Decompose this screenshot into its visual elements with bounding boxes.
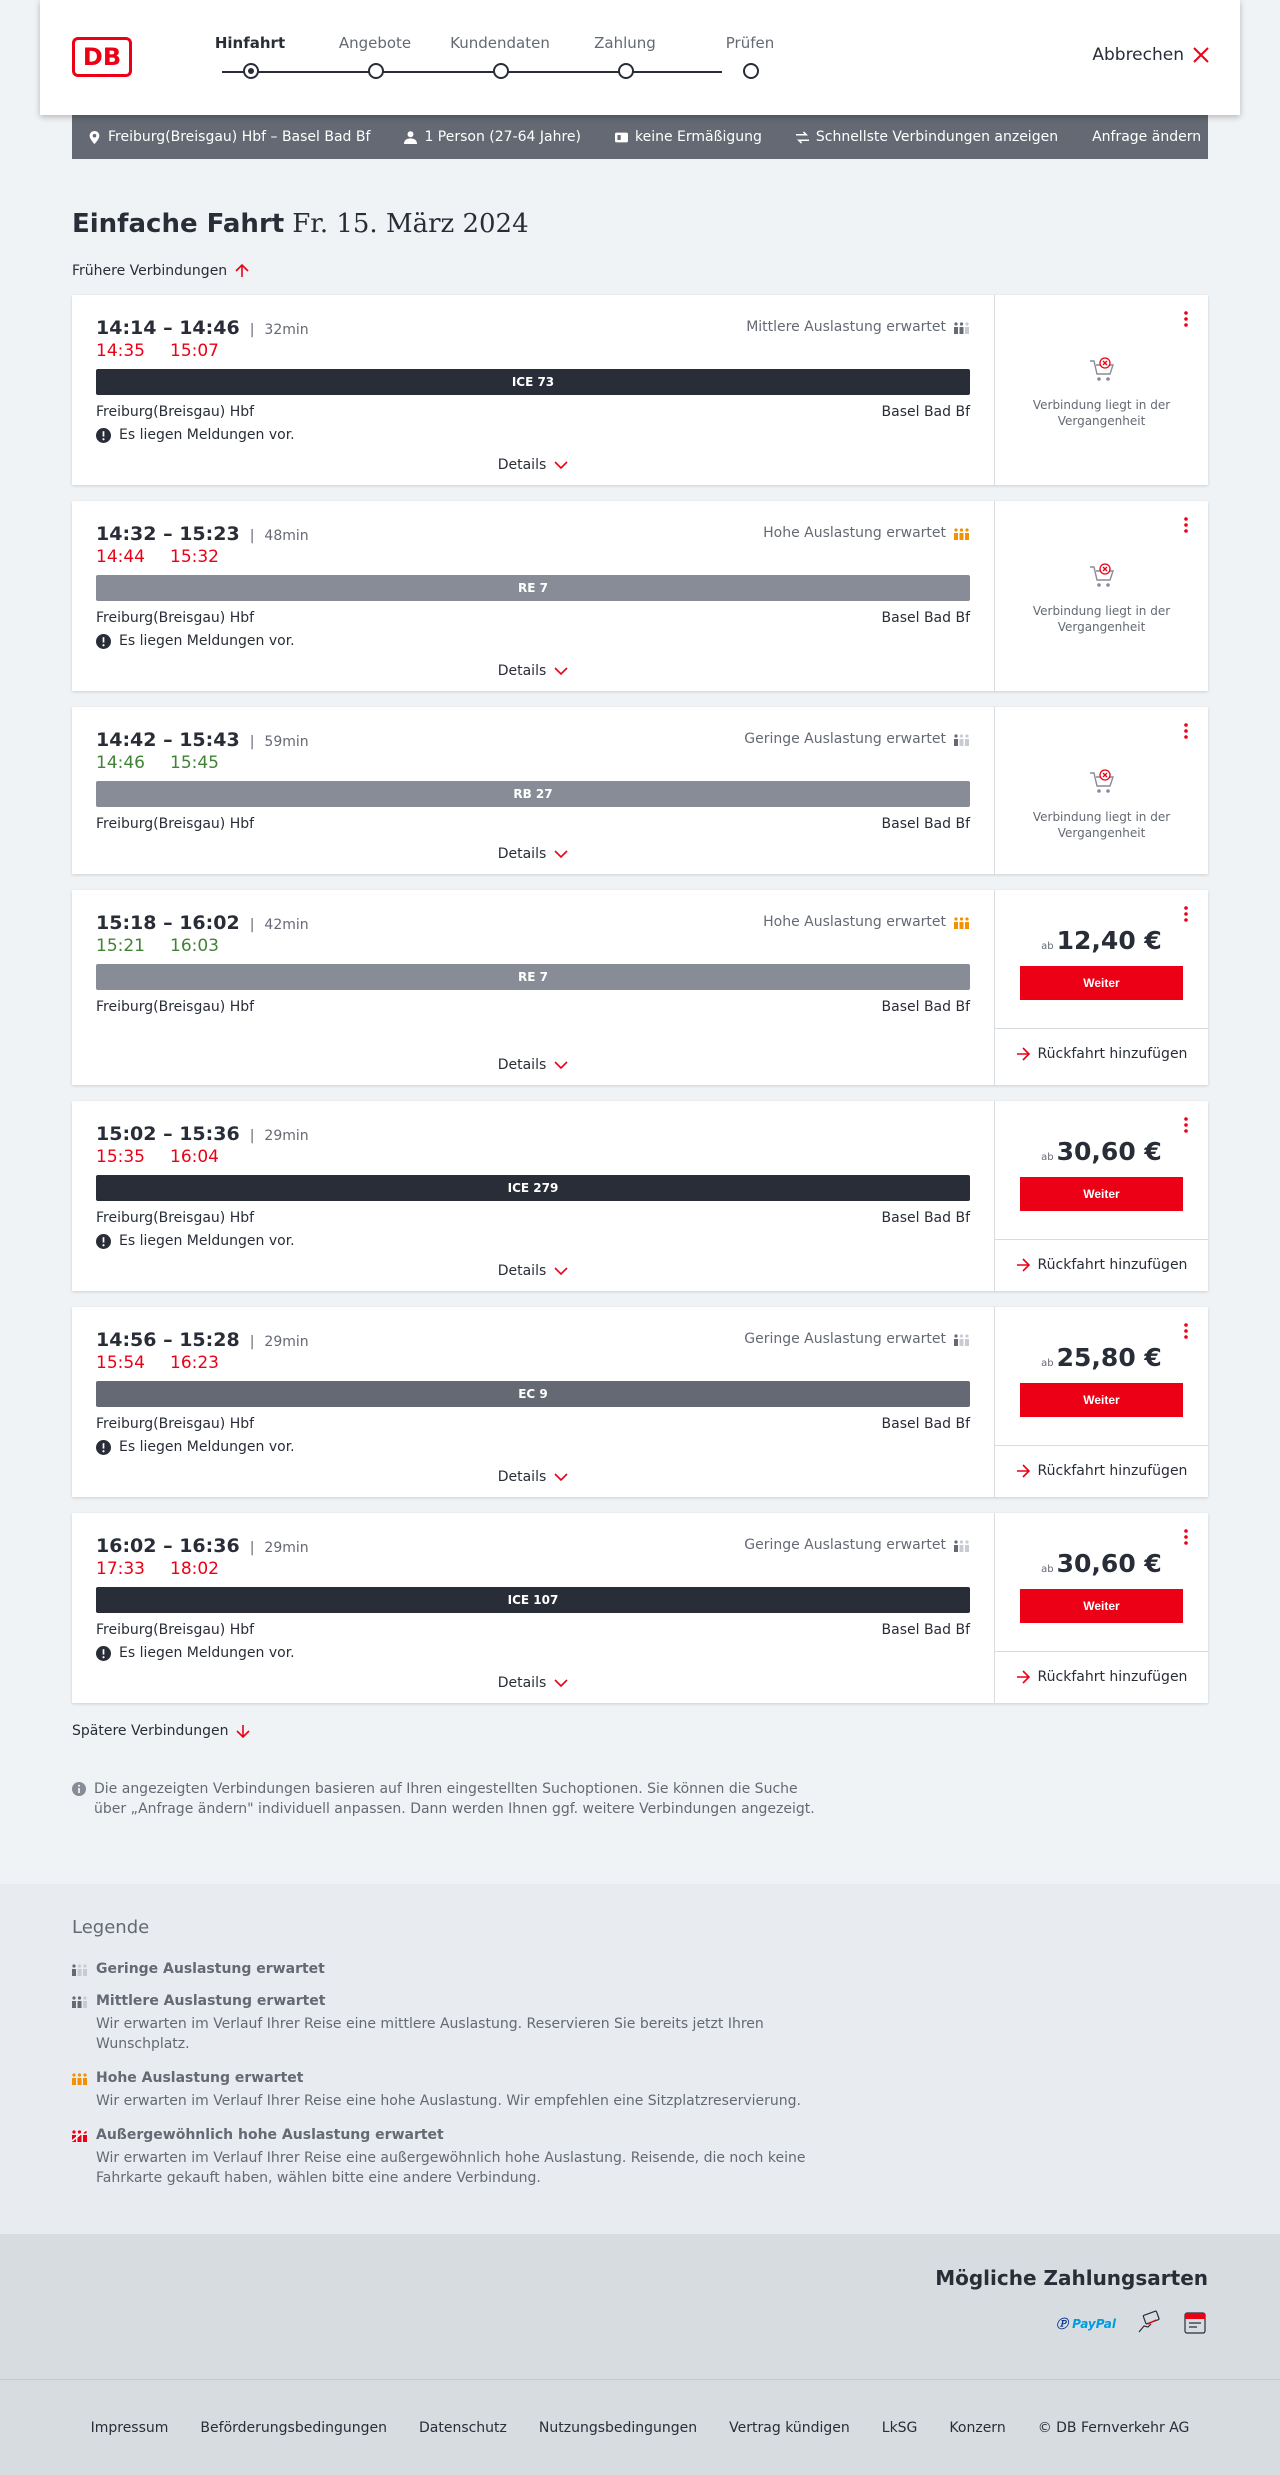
- chevron-down-icon: [554, 460, 568, 470]
- stations: Freiburg(Breisgau) Hbf Basel Bad Bf: [96, 404, 970, 420]
- stations: Freiburg(Breisgau) Hbf Basel Bad Bf: [96, 1622, 970, 1638]
- details-toggle[interactable]: Details: [96, 663, 970, 679]
- details-toggle[interactable]: Details: [96, 1263, 970, 1279]
- train-line-bar: EC 9: [96, 1381, 970, 1407]
- occupancy-high-icon: [72, 2071, 88, 2085]
- chevron-down-icon: [554, 1060, 568, 1070]
- footer-link-impressum[interactable]: Impressum: [90, 2419, 169, 2436]
- connection-card: [72, 1101, 1208, 1291]
- planned-times: 14:42 – 15:43: [96, 729, 240, 751]
- occupancy-low-icon: [954, 1538, 970, 1552]
- occupancy-low-icon: [954, 1332, 970, 1346]
- location-pin-icon: [88, 131, 101, 144]
- search-summary-bar: [72, 115, 1208, 159]
- swap-arrows-icon: [796, 131, 809, 144]
- occupancy-indicator: Mittlere Auslastung erwartet: [746, 319, 970, 335]
- arrow-right-icon: [1016, 1670, 1030, 1684]
- connection-card: [72, 1307, 1208, 1497]
- connection-info: 14:56 – 15:28 | 29min Geringe Auslastung erwartet 15:54 16:23 EC 9 Freiburg(Breisgau) Hbf Basel Bad Bf Es liegen Meldungen vor. Details: [96, 1329, 970, 1485]
- occupancy-mid-icon: [954, 320, 970, 334]
- duration: 59min: [264, 734, 309, 750]
- stations: Freiburg(Breisgau) Hbf Basel Bad Bf: [96, 1416, 970, 1432]
- occupancy-high-icon: [954, 526, 970, 540]
- step-dot: [618, 63, 634, 79]
- offer-panel: [994, 1101, 1208, 1291]
- notice-message: Es liegen Meldungen vor.: [96, 1645, 970, 1661]
- realtime-times: 15:21 16:03: [96, 936, 219, 956]
- realtime-times: 14:44 15:32: [96, 547, 219, 567]
- cart-unavailable-icon: [1087, 561, 1117, 591]
- stations: Freiburg(Breisgau) Hbf Basel Bad Bf: [96, 816, 970, 832]
- continue-button[interactable]: Weiter: [1020, 1383, 1183, 1417]
- search-info-note: Die angezeigten Verbindungen basieren auf Ihren eingestellten Suchoptionen. Sie können die Suche über „Anfrage ändern" individuell anpassen. Dann werden Ihnen ggf. weitere Verbindungen angezeigt.: [72, 1779, 822, 1819]
- footer-link-konzern[interactable]: Konzern: [949, 2419, 1006, 2436]
- details-toggle[interactable]: Details: [96, 1057, 970, 1073]
- stations: Freiburg(Breisgau) Hbf Basel Bad Bf: [96, 999, 970, 1015]
- more-options-icon[interactable]: [1180, 309, 1192, 329]
- price: ab 30,60 €: [1041, 1549, 1162, 1578]
- offer-panel: [994, 1307, 1208, 1497]
- arrow-right-icon: [1016, 1258, 1030, 1272]
- footer-copyright: © DB Fernverkehr AG: [1037, 2419, 1190, 2436]
- chevron-down-icon: [554, 849, 568, 859]
- notice-message: Es liegen Meldungen vor.: [96, 633, 970, 649]
- sepa-debit-icon: [1182, 2310, 1208, 2336]
- step-dot: [368, 63, 384, 79]
- legend-item: Mittlere Auslastung erwartet Wir erwarten im Verlauf Ihrer Reise eine mittlere Auslastung. Reservieren Sie bereits jetzt Ihren Wunschplatz.: [72, 1993, 1208, 2054]
- progress-line: [222, 71, 722, 73]
- earlier-connections-link[interactable]: Frühere Verbindungen: [72, 263, 1208, 279]
- offer-panel: [994, 295, 1208, 485]
- step-dot: [243, 63, 259, 79]
- progress-steps: [182, 34, 775, 84]
- planned-times: 14:56 – 15:28: [96, 1329, 240, 1351]
- step-pruefen[interactable]: Prüfen: [690, 34, 810, 56]
- cart-unavailable-icon: [1087, 355, 1117, 385]
- more-options-icon[interactable]: [1180, 515, 1192, 535]
- alert-icon: [96, 634, 111, 649]
- continue-button[interactable]: Weiter: [1020, 1589, 1183, 1623]
- connection-info: 14:32 – 15:23 | 48min Hohe Auslastung erwartet 14:44 15:32 RE 7 Freiburg(Breisgau) Hbf Basel Bad Bf Es liegen Meldungen vor. Details: [96, 523, 970, 679]
- legend-list: [72, 1961, 1208, 2188]
- planned-times: 15:18 – 16:02: [96, 912, 240, 934]
- duration: 29min: [264, 1540, 309, 1556]
- past-connection-info: Verbindung liegt in der Vergangenheit: [995, 355, 1208, 429]
- legend-section: [0, 1884, 1280, 2234]
- planned-times: 15:02 – 15:36: [96, 1123, 240, 1145]
- info-icon: [72, 1782, 86, 1796]
- duration: 42min: [264, 917, 309, 933]
- connection-card: [72, 1513, 1208, 1703]
- stations: Freiburg(Breisgau) Hbf Basel Bad Bf: [96, 610, 970, 626]
- continue-button[interactable]: Weiter: [1020, 1177, 1183, 1211]
- add-return-trip-button[interactable]: Rückfahrt hinzufügen: [995, 1651, 1208, 1701]
- step-hinfahrt[interactable]: Hinfahrt: [190, 34, 310, 56]
- occupancy-low-icon: [954, 732, 970, 746]
- train-line-bar: RB 27: [96, 781, 970, 807]
- more-options-icon[interactable]: [1180, 721, 1192, 741]
- footer-link-lksg[interactable]: LkSG: [881, 2419, 918, 2436]
- step-angebote[interactable]: Angebote: [315, 34, 435, 56]
- duration: 48min: [264, 528, 309, 544]
- details-toggle[interactable]: Details: [96, 846, 970, 862]
- offer-panel: [994, 501, 1208, 691]
- main-content: [72, 209, 1208, 1819]
- chevron-down-icon: [554, 666, 568, 676]
- notice-message: Es liegen Meldungen vor.: [96, 427, 970, 443]
- arrow-up-icon: [235, 264, 249, 278]
- price: ab 12,40 €: [1041, 926, 1162, 955]
- paypal-icon: Ⓟ PayPal: [1055, 2316, 1116, 2331]
- offer-panel: [994, 1513, 1208, 1703]
- route-summary: Freiburg(Breisgau) Hbf – Basel Bad Bf: [88, 129, 370, 145]
- planned-times: 14:14 – 14:46: [96, 317, 240, 339]
- footer-link-nutzungsbedingungen[interactable]: Nutzungsbedingungen: [538, 2419, 698, 2436]
- close-icon: [1192, 46, 1210, 64]
- step-dot: [493, 63, 509, 79]
- duration: 32min: [264, 322, 309, 338]
- add-return-trip-button[interactable]: Rückfahrt hinzufügen: [995, 1239, 1208, 1289]
- occupancy-indicator: Geringe Auslastung erwartet: [744, 731, 970, 747]
- step-kundendaten[interactable]: Kundendaten: [440, 34, 560, 56]
- connection-card: [72, 501, 1208, 691]
- cancel-button[interactable]: [1092, 45, 1210, 65]
- connection-card: [72, 707, 1208, 874]
- page-footer: [0, 2379, 1280, 2475]
- add-return-trip-button[interactable]: Rückfahrt hinzufügen: [995, 1028, 1208, 1078]
- connection-info: 15:02 – 15:36 | 29min 15:35 16:04 ICE 279 Freiburg(Breisgau) Hbf Basel Bad Bf Es liegen Meldungen vor. Details: [96, 1123, 970, 1279]
- connection-list: [72, 295, 1208, 1703]
- later-connections-link[interactable]: Spätere Verbindungen: [72, 1723, 1208, 1739]
- details-toggle[interactable]: Details: [96, 457, 970, 473]
- arrow-right-icon: [1016, 1464, 1030, 1478]
- realtime-times: 15:54 16:23: [96, 1353, 219, 1373]
- train-line-bar: ICE 279: [96, 1175, 970, 1201]
- bahncard-icon: [615, 131, 628, 144]
- step-zahlung[interactable]: Zahlung: [565, 34, 685, 56]
- notice-message: Es liegen Meldungen vor.: [96, 1233, 970, 1249]
- page-header: [40, 0, 1240, 115]
- realtime-times: 14:46 15:45: [96, 753, 219, 773]
- chevron-down-icon: [554, 1266, 568, 1276]
- connection-card: [72, 890, 1208, 1085]
- past-connection-info: Verbindung liegt in der Vergangenheit: [995, 767, 1208, 841]
- occupancy-indicator: Hohe Auslastung erwartet: [763, 914, 970, 930]
- legend-title: Legende: [72, 1917, 150, 1938]
- connection-info: 15:18 – 16:02 | 42min Hohe Auslastung erwartet 15:21 16:03 RE 7 Freiburg(Breisgau) Hbf Basel Bad Bf Details: [96, 912, 970, 1073]
- connection-info: 14:42 – 15:43 | 59min Geringe Auslastung erwartet 14:46 15:45 RB 27 Freiburg(Breisgau) Hbf Basel Bad Bf Details: [96, 729, 970, 862]
- occupancy-mid-icon: [72, 1994, 88, 2008]
- alert-icon: [96, 1440, 111, 1455]
- realtime-times: 14:35 15:07: [96, 341, 219, 361]
- alert-icon: [96, 1646, 111, 1661]
- past-connection-info: Verbindung liegt in der Vergangenheit: [995, 561, 1208, 635]
- chevron-down-icon: [554, 1678, 568, 1688]
- payment-methods-title: Mögliche Zahlungsarten: [935, 2266, 1208, 2290]
- payment-icons: [1056, 2310, 1208, 2336]
- connection-info: 16:02 – 16:36 | 29min Geringe Auslastung erwartet 17:33 18:02 ICE 107 Freiburg(Breisgau) Hbf Basel Bad Bf Es liegen Meldungen vor. Details: [96, 1535, 970, 1691]
- realtime-times: 15:35 16:04: [96, 1147, 219, 1167]
- train-line-bar: ICE 107: [96, 1587, 970, 1613]
- person-icon: [404, 131, 417, 144]
- price: ab 30,60 €: [1041, 1137, 1162, 1166]
- details-toggle[interactable]: Details: [96, 1675, 970, 1691]
- train-line-bar: ICE 73: [96, 369, 970, 395]
- legend-item: Außergewöhnlich hohe Auslastung erwartet Wir erwarten im Verlauf Ihrer Reise eine außergewöhnlich hohe Auslastung. Reisende, die noch keine Fahrkarte gekauft haben, wählen bitte eine andere Verbindung.: [72, 2127, 1208, 2188]
- step-dot: [743, 63, 759, 79]
- db-logo[interactable]: DB: [72, 37, 132, 77]
- legend-item: Hohe Auslastung erwartet Wir erwarten im Verlauf Ihrer Reise eine hohe Auslastung. Wir empfehlen eine Sitzplatzreservierung.: [72, 2070, 1208, 2111]
- duration: 29min: [264, 1334, 309, 1350]
- duration: 29min: [264, 1128, 309, 1144]
- continue-button[interactable]: Weiter: [1020, 966, 1183, 1000]
- payment-methods-section: [0, 2234, 1280, 2379]
- planned-times: 14:32 – 15:23: [96, 523, 240, 545]
- legend-item: Geringe Auslastung erwartet: [72, 1961, 1208, 1977]
- footer-link-befoerderungsbedingungen[interactable]: Beförderungsbedingungen: [200, 2419, 387, 2436]
- chevron-down-icon: [554, 1472, 568, 1482]
- page-title: Einfache Fahrt Fr. 15. März 2024: [72, 209, 529, 239]
- option-summary: Schnellste Verbindungen anzeigen: [796, 129, 1058, 145]
- occupancy-indicator: Geringe Auslastung erwartet: [744, 1331, 970, 1347]
- connection-info: 14:14 – 14:46 | 32min Mittlere Auslastung erwartet 14:35 15:07 ICE 73 Freiburg(Breisgau) Hbf Basel Bad Bf Es liegen Meldungen vor. Details: [96, 317, 970, 473]
- offer-panel: [994, 890, 1208, 1085]
- passenger-summary: 1 Person (27-64 Jahre): [404, 129, 581, 145]
- alert-icon: [96, 1234, 111, 1249]
- cart-unavailable-icon: [1087, 767, 1117, 797]
- footer-link-vertrag-kuendigen[interactable]: Vertrag kündigen: [729, 2419, 850, 2436]
- occupancy-low-icon: [72, 1962, 88, 1976]
- offer-panel: [994, 707, 1208, 874]
- stations: Freiburg(Breisgau) Hbf Basel Bad Bf: [96, 1210, 970, 1226]
- occupancy-high-icon: [954, 915, 970, 929]
- credit-card-hand-icon: [1136, 2310, 1162, 2336]
- train-line-bar: RE 7: [96, 964, 970, 990]
- alert-icon: [96, 428, 111, 443]
- cancel-label: Abbrechen: [1092, 45, 1184, 65]
- arrow-down-icon: [236, 1724, 250, 1738]
- edit-search-button[interactable]: Anfrage ändern: [1092, 129, 1209, 145]
- train-line-bar: RE 7: [96, 575, 970, 601]
- footer-link-datenschutz[interactable]: Datenschutz: [418, 2419, 507, 2436]
- add-return-trip-button[interactable]: Rückfahrt hinzufügen: [995, 1445, 1208, 1495]
- notice-message: Es liegen Meldungen vor.: [96, 1439, 970, 1455]
- planned-times: 16:02 – 16:36: [96, 1535, 240, 1557]
- discount-summary: keine Ermäßigung: [615, 129, 762, 145]
- occupancy-indicator: Geringe Auslastung erwartet: [744, 1537, 970, 1553]
- arrow-right-icon: [1016, 1047, 1030, 1061]
- occupancy-extreme-icon: [72, 2128, 88, 2142]
- price: ab 25,80 €: [1041, 1343, 1162, 1372]
- connection-card: [72, 295, 1208, 485]
- occupancy-indicator: Hohe Auslastung erwartet: [763, 525, 970, 541]
- realtime-times: 17:33 18:02: [96, 1559, 219, 1579]
- details-toggle[interactable]: Details: [96, 1469, 970, 1485]
